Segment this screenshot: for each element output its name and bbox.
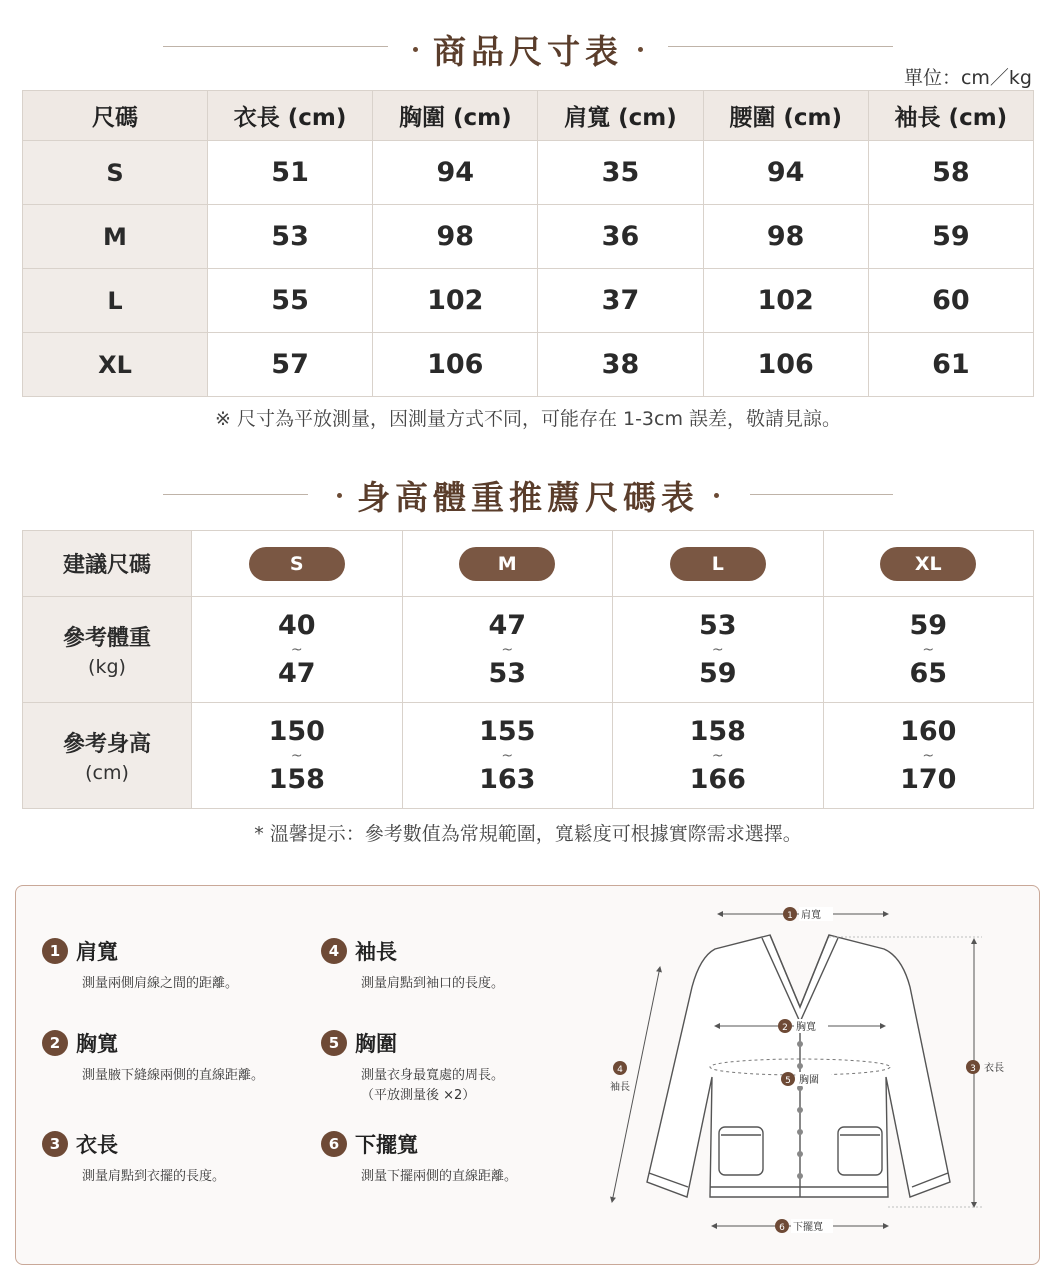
value-cell: 98 bbox=[373, 205, 538, 269]
range-max: 166 bbox=[689, 763, 746, 795]
guide-title: 衣長 bbox=[76, 1133, 118, 1157]
value-cell: 60 bbox=[868, 269, 1033, 333]
guide-item-chest-width bbox=[42, 1028, 264, 1086]
guide-item-hem bbox=[321, 1129, 517, 1187]
number-badge: 4 bbox=[321, 938, 347, 964]
range-min: 59 bbox=[909, 609, 948, 641]
guide-item-shoulder bbox=[42, 936, 238, 994]
size-chart-title-text: 商品尺寸表 bbox=[433, 32, 623, 71]
value-cell: 35 bbox=[538, 141, 703, 205]
range-tilde: ~ bbox=[501, 641, 514, 658]
value-cell: 94 bbox=[703, 141, 868, 205]
badge-1-num: 1 bbox=[787, 911, 793, 921]
table-row bbox=[23, 141, 1034, 205]
weight-range bbox=[613, 597, 824, 703]
height-range bbox=[402, 703, 613, 809]
recommend-note: * 溫馨提示：參考數值為常規範圍，寬鬆度可根據實際需求選擇。 bbox=[254, 823, 802, 845]
height-range bbox=[823, 703, 1034, 809]
header-waist: 腰圍 (cm) bbox=[703, 91, 868, 141]
guide-desc bbox=[361, 1066, 504, 1106]
guide-title: 下擺寬 bbox=[355, 1133, 418, 1157]
value-cell: 55 bbox=[208, 269, 373, 333]
value-cell: 57 bbox=[208, 333, 373, 397]
range-max: 170 bbox=[900, 763, 957, 795]
value-cell: 98 bbox=[703, 205, 868, 269]
size-pill: M bbox=[459, 547, 555, 581]
weight-unit: (kg) bbox=[88, 656, 126, 678]
guide-desc-line1: 測量衣身最寬處的周長。 bbox=[361, 1068, 505, 1083]
range-min: 47 bbox=[488, 609, 527, 641]
diagram-label-chest: 胸圍 bbox=[799, 1075, 819, 1086]
guide-title: 胸圍 bbox=[355, 1032, 397, 1056]
range-tilde: ~ bbox=[290, 641, 303, 658]
value-cell: 37 bbox=[538, 269, 703, 333]
title-dot-right bbox=[638, 47, 643, 52]
table-header-row bbox=[23, 91, 1034, 141]
diagram-label-length: 衣長 bbox=[984, 1063, 1004, 1074]
size-label: 建議尺碼 bbox=[23, 531, 192, 597]
range-min: 160 bbox=[900, 715, 957, 747]
range-tilde: ~ bbox=[922, 641, 935, 658]
recommend-title-text: 身高體重推薦尺碼表 bbox=[357, 478, 699, 517]
range-max: 163 bbox=[479, 763, 536, 795]
range-tilde: ~ bbox=[711, 747, 724, 764]
guide-item-sleeve bbox=[321, 936, 504, 994]
badge-2-num: 2 bbox=[782, 1023, 788, 1033]
height-label bbox=[23, 703, 192, 809]
title-dot-left bbox=[413, 47, 418, 52]
guide-title: 肩寬 bbox=[76, 940, 118, 964]
height-label-text: 參考身高 bbox=[62, 732, 151, 757]
value-cell: 38 bbox=[538, 333, 703, 397]
badge-6-num: 6 bbox=[779, 1223, 785, 1233]
value-cell: 106 bbox=[373, 333, 538, 397]
cardigan-diagram bbox=[592, 897, 1032, 1247]
recommend-table bbox=[22, 530, 1034, 809]
range-tilde: ~ bbox=[501, 747, 514, 764]
value-cell: 58 bbox=[868, 141, 1033, 205]
guide-item-chest bbox=[321, 1028, 504, 1106]
table-row bbox=[23, 269, 1034, 333]
range-tilde: ~ bbox=[922, 747, 935, 764]
size-pill: XL bbox=[880, 547, 976, 581]
weight-range bbox=[823, 597, 1034, 703]
size-pill: L bbox=[670, 547, 766, 581]
unit-label: 單位：cm／kg bbox=[903, 67, 1032, 89]
value-cell: 106 bbox=[703, 333, 868, 397]
guide-desc-line2: （平放測量後 ×2） bbox=[361, 1088, 476, 1103]
measurement-note: ※ 尺寸為平放測量，因測量方式不同，可能存在 1-3cm 誤差，敬請見諒。 bbox=[214, 408, 842, 430]
title-dot-right bbox=[714, 493, 719, 498]
diagram-label-hem: 下擺寬 bbox=[793, 1222, 823, 1233]
guide-desc: 測量下擺兩側的直線距離。 bbox=[361, 1169, 518, 1184]
guide-item-length bbox=[42, 1129, 225, 1187]
size-chart-title bbox=[0, 26, 1056, 71]
weight-range bbox=[192, 597, 403, 703]
header-chest: 胸圍 (cm) bbox=[373, 91, 538, 141]
guide-desc: 測量腋下縫線兩側的直線距離。 bbox=[82, 1068, 265, 1083]
weight-label bbox=[23, 597, 192, 703]
size-cell: XL bbox=[23, 333, 208, 397]
table-row bbox=[23, 531, 1034, 597]
size-cell: M bbox=[23, 205, 208, 269]
weight-range bbox=[402, 597, 613, 703]
number-badge: 3 bbox=[42, 1131, 68, 1157]
number-badge: 1 bbox=[42, 938, 68, 964]
value-cell: 102 bbox=[373, 269, 538, 333]
range-min: 158 bbox=[689, 715, 746, 747]
title-divider-left bbox=[163, 494, 308, 495]
range-min: 53 bbox=[698, 609, 737, 641]
title-divider-right bbox=[750, 494, 893, 495]
guide-desc: 測量肩點到袖口的長度。 bbox=[361, 976, 505, 991]
badge-3-num: 3 bbox=[970, 1064, 976, 1074]
range-min: 150 bbox=[268, 715, 325, 747]
value-cell: 94 bbox=[373, 141, 538, 205]
title-divider-right bbox=[668, 46, 893, 47]
title-divider-left bbox=[163, 46, 388, 47]
table-row bbox=[23, 333, 1034, 397]
value-cell: 36 bbox=[538, 205, 703, 269]
title-dot-left bbox=[337, 493, 342, 498]
diagram-label-shoulder: 肩寬 bbox=[801, 910, 821, 921]
header-shoulder: 肩寬 (cm) bbox=[538, 91, 703, 141]
diagram-label-chest-width: 胸寬 bbox=[796, 1022, 816, 1033]
guide-desc: 測量肩點到衣擺的長度。 bbox=[82, 1169, 226, 1184]
badge-5-num: 5 bbox=[785, 1076, 791, 1086]
guide-title: 胸寬 bbox=[76, 1032, 118, 1056]
size-cell bbox=[823, 531, 1034, 597]
range-max: 65 bbox=[909, 657, 948, 689]
range-tilde: ~ bbox=[290, 747, 303, 764]
header-length: 衣長 (cm) bbox=[208, 91, 373, 141]
size-cell: L bbox=[23, 269, 208, 333]
header-sleeve: 袖長 (cm) bbox=[868, 91, 1033, 141]
range-min: 155 bbox=[479, 715, 536, 747]
table-row bbox=[23, 597, 1034, 703]
range-max: 53 bbox=[488, 657, 527, 689]
value-cell: 59 bbox=[868, 205, 1033, 269]
size-pill: S bbox=[249, 547, 345, 581]
number-badge: 5 bbox=[321, 1030, 347, 1056]
number-badge: 6 bbox=[321, 1131, 347, 1157]
range-min: 40 bbox=[277, 609, 316, 641]
range-tilde: ~ bbox=[711, 641, 724, 658]
value-cell: 61 bbox=[868, 333, 1033, 397]
weight-label-text: 參考體重 bbox=[62, 626, 151, 651]
size-cell bbox=[192, 531, 403, 597]
badge-4-num: 4 bbox=[617, 1065, 623, 1075]
size-cell: S bbox=[23, 141, 208, 205]
size-chart-table bbox=[22, 90, 1034, 397]
value-cell: 51 bbox=[208, 141, 373, 205]
guide-title: 袖長 bbox=[355, 940, 397, 964]
number-badge: 2 bbox=[42, 1030, 68, 1056]
table-row bbox=[23, 205, 1034, 269]
range-max: 47 bbox=[277, 657, 316, 689]
height-range bbox=[613, 703, 824, 809]
size-cell bbox=[613, 531, 824, 597]
value-cell: 102 bbox=[703, 269, 868, 333]
table-row bbox=[23, 703, 1034, 809]
height-unit: (cm) bbox=[85, 762, 129, 784]
value-cell: 53 bbox=[208, 205, 373, 269]
height-range bbox=[192, 703, 403, 809]
range-max: 59 bbox=[698, 657, 737, 689]
size-cell bbox=[402, 531, 613, 597]
header-size: 尺碼 bbox=[23, 91, 208, 141]
range-max: 158 bbox=[268, 763, 325, 795]
guide-desc: 測量兩側肩線之間的距離。 bbox=[82, 976, 239, 991]
recommend-title bbox=[0, 472, 1056, 516]
diagram-label-sleeve: 袖長 bbox=[610, 1082, 630, 1093]
